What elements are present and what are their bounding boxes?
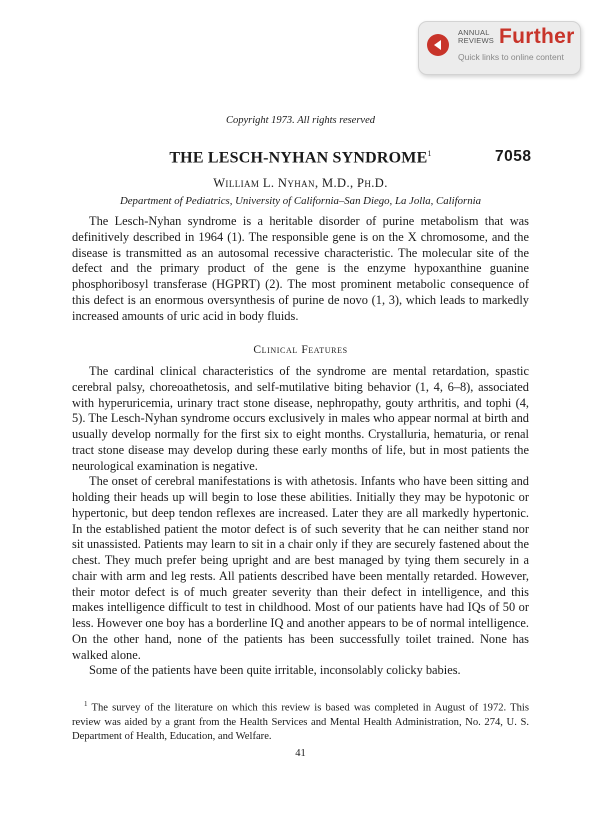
annual-reviews-logo-text: ANNUAL REVIEWS — [458, 28, 494, 45]
further-badge[interactable] — [418, 21, 581, 75]
badge-subtitle: Quick links to online content — [458, 52, 564, 62]
clinical-features-section — [72, 364, 529, 679]
intro-section — [72, 214, 529, 324]
section-heading: Clinical Features — [253, 344, 348, 356]
body-paragraph: Some of the patients have been quite irritable, inconsolably colicky babies. — [89, 663, 461, 678]
intro-paragraph: The Lesch-Nyhan syndrome is a heritable disorder of purine metabolism that was definitively described in 1964 (1). The responsible gene is on the X chromosome, and the disease is transmitted as an autosomal recessive characteristic. The molecular site of the defect and the primary product of the gene is the enzyme hypoxanthine guanine phosphoribosyl transferase (HGPRT) (2). The most prominent metabolic consequence of this defect is an enormous oversynthesis of purine de novo (1, 3), which leads to markedly increased amounts of uric acid in body fluids. — [72, 214, 529, 323]
body-paragraph: The cardinal clinical characteristics of the syndrome are mental retardation, spastic cerebral palsy, choreoathetosis, and self-mutilative biting behavior (1, 4, 6–8), associated with hyperuricemia, urinary tract stone disease, nephropathy, gouty arthritis, and tophi (4, 5). The Lesch-Nyhan syndrome occurs exclusively in males who appear normal at birth and usually develop normally for the first six to eight months. Crystalluria, hematuria, or renal tract stone disease may develop during these early months of life, but in most patients the neurological examination is negative. — [72, 364, 529, 473]
play-arrow-icon — [427, 34, 449, 56]
affiliation-line: Department of Pediatrics, University of California–San Diego, La Jolla, California — [119, 195, 482, 207]
further-label: Further — [499, 25, 575, 48]
footnote-mark: 1 — [84, 700, 88, 708]
article-code: 7058 — [495, 148, 532, 165]
footnote-text: The survey of the literature on which this review is based was completed in August of 1972. This review was aided by a grant from the Health Services and Mental Health Administration, No. 274, U. S. Department of Health, Education, and Welfare. — [72, 702, 529, 742]
footnote — [72, 697, 529, 744]
body-paragraph: The onset of cerebral manifestations is with athetosis. Infants who have been sitting and holding their heads up will begin to lose these abilities. Initially they may be hypotonic or hypertonic, but deep tendon reflexes are increased. Later they are all markedly hypertonic. In the established patient the motor defect is of such severity that he can neither stand nor sit unassisted. Patients may learn to sit in a chair only if they are securely fastened about the chest. They much prefer being upright and are best managed by tying them securely in a chair with arm and leg rests. All patients described have been mentally retarded. However, their motor defect is of much greater severity than their defect in intelligence, and this makes intelligence difficult to test in childhood. Most of our patients have had IQs of 50 or less. However one boy has a borderline IQ and another appears to be of normal intelligence. On the other hand, none of the patients has been successfully toilet trained. None has walked alone. — [72, 474, 529, 662]
title-text: THE LESCH-NYHAN SYNDROME — [169, 149, 428, 167]
title-footnote-mark: 1 — [427, 149, 432, 158]
author-line: William L. Nyhan, M.D., Ph.D. — [213, 176, 388, 190]
page-number: 41 — [295, 748, 306, 759]
copyright-line: Copyright 1973. All rights reserved — [225, 115, 376, 126]
